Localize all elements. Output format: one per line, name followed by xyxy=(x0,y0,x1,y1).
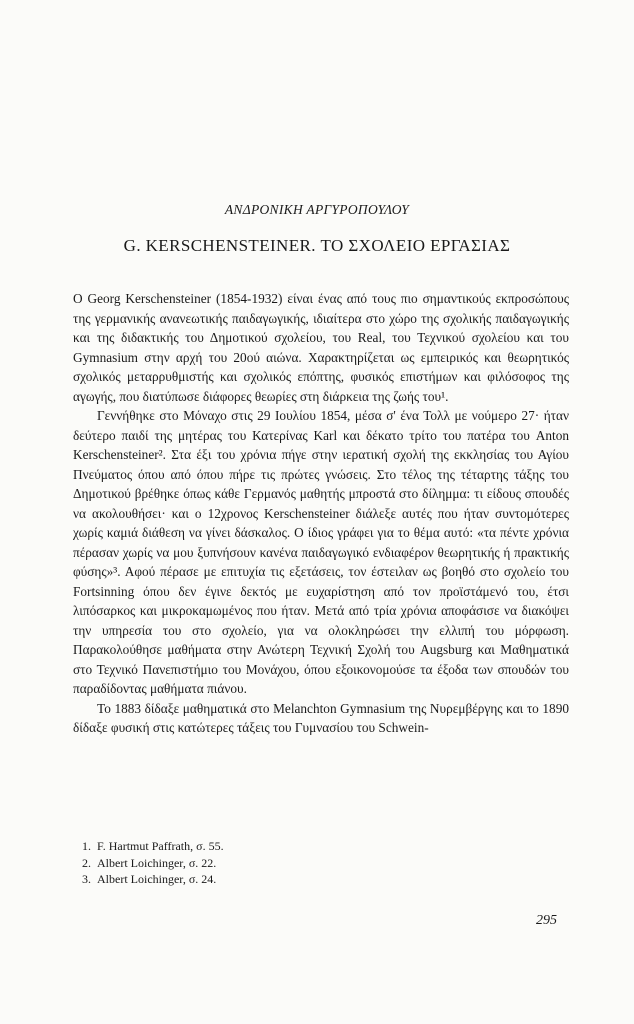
article-author: ΑΝΔΡΟΝΙΚΗ ΑΡΓΥΡΟΠΟΥΛΟΥ xyxy=(224,202,410,217)
body-paragraph-2: Γεννήθηκε στο Μόναχο στις 29 Ιουλίου 1854, μέσα σ' ένα Τολλ με νούμερο 27· ήταν δεύτερο παιδί της μητέρας του Κατερίνας Karl και δέκατο τρίτο του πατέρα του Anton Kerschensteiner². Στα έξι του χρόνια πήγε στην ιερατική σχολή της εκκλησίας του Αγίου Πνεύματος όπου από όπου πήρε τις πρώτες γνώσεις. Στο τέλος της τέταρτης τάξης του Δημοτικού βρέθηκε όπως κάθε Γερμανός μαθητής μπροστά στο δίλημμα: τι είδους σπουδές να ακολουθήσει· και ο 12χρονος Kerschensteiner διάλεξε αυτές που ήταν συντομότερες χωρίς καμιά διάθεση να γίνει δάσκαλος. Ο ίδιος γράφει για το θέμα αυτό: «τα πέντε χρόνια πέρασαν χωρίς να μου ξυπνήσουν κανένα παιδαγωγικό ενδιαφέρον θεωρητικής ή πρακτικής φύσης»³. Αφού πέρασε με επιτυχία τις εξετάσεις, τον έστειλαν ως βοηθό στο σχολείο του Fortsinning όπου δεν έγινε δεκτός με ευχαρίστηση από τον προϊστάμενό του, έτσι λιπόσαρκος και μικροκαμωμένος που ήταν. Μετά από τρία χρόνια αποφάσισε να διακόψει την υπηρεσία του στο σχολείο, για να ολοκληρώσει την ελλιπή του μόρφωση. Παρακολούθησε μαθήματα στην Ανώτερη Τεχνική Σχολή του Augsburg και Μαθηματικά στο Τεχνικό Πανεπιστήμιο του Μονάχου, όπου εξοικονομούσε τα έξοδα των σπουδών του παραδίδοντας μαθήματα πιάνου. xyxy=(73,408,569,696)
page-number: 295 xyxy=(536,913,557,928)
footnote-2 xyxy=(73,855,224,872)
footnote-number: 2. xyxy=(82,855,91,870)
body-paragraph-1: Ο Georg Kerschensteiner (1854-1932) είναι ένας από τους πιο σημαντικούς εκπροσώπους της γερμανικής ανανεωτικής παιδαγωγικής, ιδιαίτερα στο χώρο της σχολικής παιδαγωγικής και της διδακτικής του Δημοτικού σχολείου, του Real, του Τεχνικού σχολείου και του Gymnasium στην αρχή του 20ού αιώνα. Χαρακτηρίζεται ως εμπειρικός και θεωρητικός σχολικός μεταρρυθμιστής και σχολικός επόπτης, φυσικός επιστήμων και φιλόσοφος της αγωγής, που διατύπωσε διάφορες θεωρίες στη διάρκεια της ζωής του¹. xyxy=(73,291,569,404)
footnote-text: Albert Loichinger, σ. 24. xyxy=(97,872,217,886)
footnote-number: 3. xyxy=(82,872,91,886)
article-title: G. KERSCHENSTEINER. ΤΟ ΣΧΟΛΕΙΟ ΕΡΓΑΣΙΑΣ xyxy=(123,236,511,255)
footnotes xyxy=(73,838,224,888)
footnote-number: 1. xyxy=(82,839,91,853)
footnote-3 xyxy=(73,871,224,888)
footnote-1 xyxy=(73,838,224,855)
footnote-text: Albert Loichinger, σ. 22. xyxy=(97,855,217,870)
footnote-text: F. Hartmut Paffrath, σ. 55. xyxy=(97,839,224,853)
article-body xyxy=(73,289,569,738)
body-paragraph-3: Το 1883 δίδαξε μαθηματικά στο Melanchton Gymnasium της Νυρεμβέργης και το 1890 δίδαξε φυσική στις κατώτερες τάξεις του Γυμνασίου του Schwein- xyxy=(73,700,569,735)
